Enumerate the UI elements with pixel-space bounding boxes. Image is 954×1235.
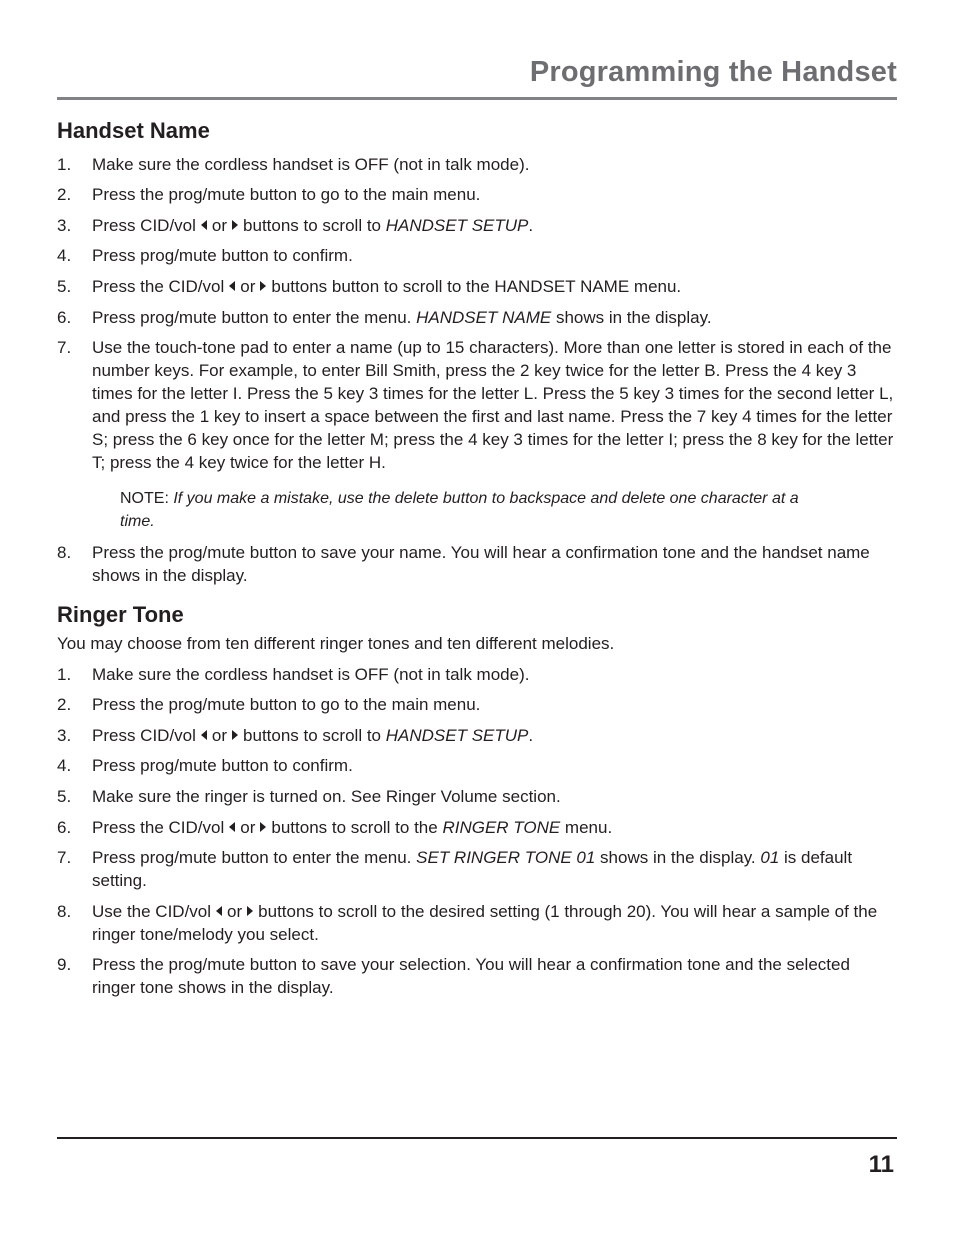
list-item: 5. Make sure the ringer is turned on. See Ringer Volume section.	[57, 786, 561, 806]
handset-name-steps	[57, 153, 897, 475]
header-rule	[57, 97, 897, 100]
footer-rule	[57, 1137, 897, 1139]
page-number: 11	[868, 1151, 894, 1178]
list-item: 4. Press prog/mute button to confirm.	[57, 756, 353, 776]
ringer-tone-intro: You may choose from ten different ringer tones and ten different melodies.	[57, 634, 615, 653]
ringer-tone-steps	[57, 663, 897, 1000]
right-arrow-icon	[260, 281, 266, 291]
right-arrow-icon	[260, 822, 266, 832]
list-item: 6. Press the CID/vol or buttons to scroll to the RINGER TONE menu.	[57, 817, 613, 837]
left-arrow-icon	[216, 906, 222, 916]
note-label: NOTE:	[120, 490, 169, 508]
list-item: 9. Press the prog/mute button to save your selection. You will hear a confirmation tone and the selected ringer tone shows in the display.	[57, 955, 850, 998]
left-arrow-icon	[229, 822, 235, 832]
list-item: 7. Press prog/mute button to enter the menu. SET RINGER TONE 01 shows in the display. 01 is default setting.	[57, 848, 853, 891]
list-item: 7. Use the touch-tone pad to enter a name (up to 15 characters). More than one letter is stored in each of the number keys. For example, to enter Bill Smith, press the 2 key twice for the letter B. Press the 4 key 3 times for the letter I. Press the 5 key 3 times for the letter L. Press the 5 key 3 times for the second letter L, and press the 1 key to insert a space between the first and last name. Press the 7 key 4 times for the letter S; press the 6 key once for the letter M; press the 4 key 3 times for the letter I; press the 8 key for the letter T; press the 4 key twice for the letter H.	[57, 338, 894, 473]
section-heading-handset-name: Handset Name	[57, 118, 210, 143]
left-arrow-icon	[201, 220, 207, 230]
section-heading-ringer-tone: Ringer Tone	[57, 602, 184, 627]
handset-name-section	[57, 117, 897, 587]
list-item: 1. Make sure the cordless handset is OFF (not in talk mode).	[57, 154, 530, 174]
list-item: 6. Press prog/mute button to enter the menu. HANDSET NAME shows in the display.	[57, 307, 712, 327]
ringer-tone-section	[57, 601, 897, 999]
note-box	[120, 487, 832, 533]
page-title: Programming the Handset	[529, 56, 897, 88]
right-arrow-icon	[232, 730, 238, 740]
right-arrow-icon	[232, 220, 238, 230]
note-text: If you make a mistake, use the delete button to backspace and delete one character at a time.	[120, 490, 799, 531]
list-item: 1. Make sure the cordless handset is OFF (not in talk mode).	[57, 664, 530, 684]
left-arrow-icon	[229, 281, 235, 291]
handset-name-steps-continued	[57, 541, 897, 587]
list-item: 3. Press CID/vol or buttons to scroll to HANDSET SETUP.	[57, 725, 534, 745]
list-item: 8. Use the CID/vol or buttons to scroll to the desired setting (1 through 20). You will hear a sample of the ringer tone/melody you select.	[57, 901, 878, 944]
right-arrow-icon	[247, 906, 253, 916]
page-header	[57, 52, 897, 100]
list-item: 5. Press the CID/vol or buttons button to scroll to the HANDSET NAME menu.	[57, 276, 682, 296]
list-item: 2. Press the prog/mute button to go to the main menu.	[57, 695, 481, 715]
list-item: 3. Press CID/vol or buttons to scroll to HANDSET SETUP.	[57, 215, 534, 235]
list-item: 4. Press prog/mute button to confirm.	[57, 246, 353, 266]
list-item: 8. Press the prog/mute button to save your name. You will hear a confirmation tone and the handset name shows in the display.	[57, 542, 870, 585]
list-item: 2. Press the prog/mute button to go to the main menu.	[57, 185, 481, 205]
left-arrow-icon	[201, 730, 207, 740]
